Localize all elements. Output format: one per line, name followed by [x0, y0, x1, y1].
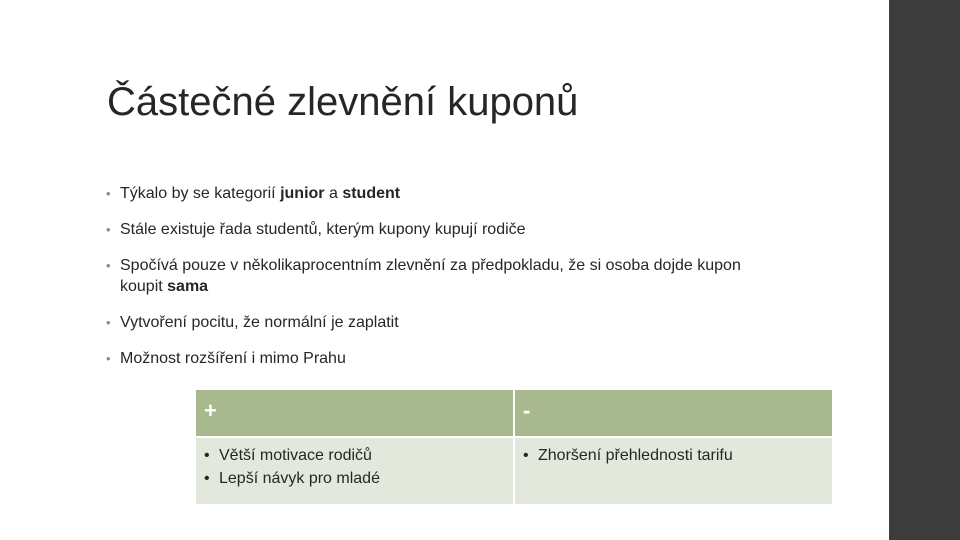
bullet-icon: •	[204, 447, 210, 464]
minus-cell	[514, 437, 833, 505]
bullet-text: a	[324, 185, 343, 202]
bullet-text: Týkalo by se kategorií	[120, 185, 281, 202]
bullet-icon: •	[106, 222, 111, 237]
bullet-bold-text: junior	[280, 185, 325, 202]
plus-header: +	[204, 398, 217, 423]
bullet-icon: •	[106, 315, 111, 330]
bullet-icon: •	[106, 258, 111, 273]
bullet-text: Vytvoření pocitu, že normální je zaplatit	[120, 314, 399, 331]
bullet-icon: •	[204, 470, 210, 487]
minus-header-cell	[514, 389, 833, 437]
slide-title: Částečné zlevnění kuponů	[107, 80, 579, 124]
bullet-text: Možnost rozšíření i mimo Prahu	[120, 350, 346, 367]
list-item	[204, 467, 513, 490]
plus-cell	[195, 437, 514, 505]
right-sidebar-bar	[889, 0, 960, 540]
plus-list	[196, 438, 513, 490]
plus-item-text: Lepší návyk pro mladé	[219, 470, 380, 487]
bullet-bold-text: sama	[167, 278, 209, 295]
bullet-text: Stále existuje řada studentů, kterým kupony kupují rodiče	[120, 221, 526, 238]
bullet-item	[106, 255, 770, 297]
bullet-icon: •	[106, 186, 111, 201]
list-item	[523, 444, 832, 467]
bullet-item	[106, 219, 770, 240]
bullet-list	[106, 183, 770, 384]
table-header-row	[195, 389, 833, 437]
bullet-item	[106, 348, 770, 369]
bullet-text: Spočívá pouze v několikaprocentním zlevnění za předpokladu, že si osoba dojde kupon koupit	[120, 257, 741, 295]
bullet-bold-text: student	[342, 185, 401, 202]
plus-header-cell	[195, 389, 514, 437]
pros-cons-table	[194, 388, 834, 506]
list-item	[204, 444, 513, 467]
bullet-item	[106, 183, 770, 204]
table-row	[195, 437, 833, 505]
bullet-item	[106, 312, 770, 333]
bullet-icon: •	[106, 351, 111, 366]
plus-item-text: Větší motivace rodičů	[219, 447, 372, 464]
bullet-icon: •	[523, 447, 529, 464]
minus-item-text: Zhoršení přehlednosti tarifu	[538, 447, 733, 464]
minus-list	[515, 438, 832, 467]
minus-header: -	[523, 398, 531, 423]
